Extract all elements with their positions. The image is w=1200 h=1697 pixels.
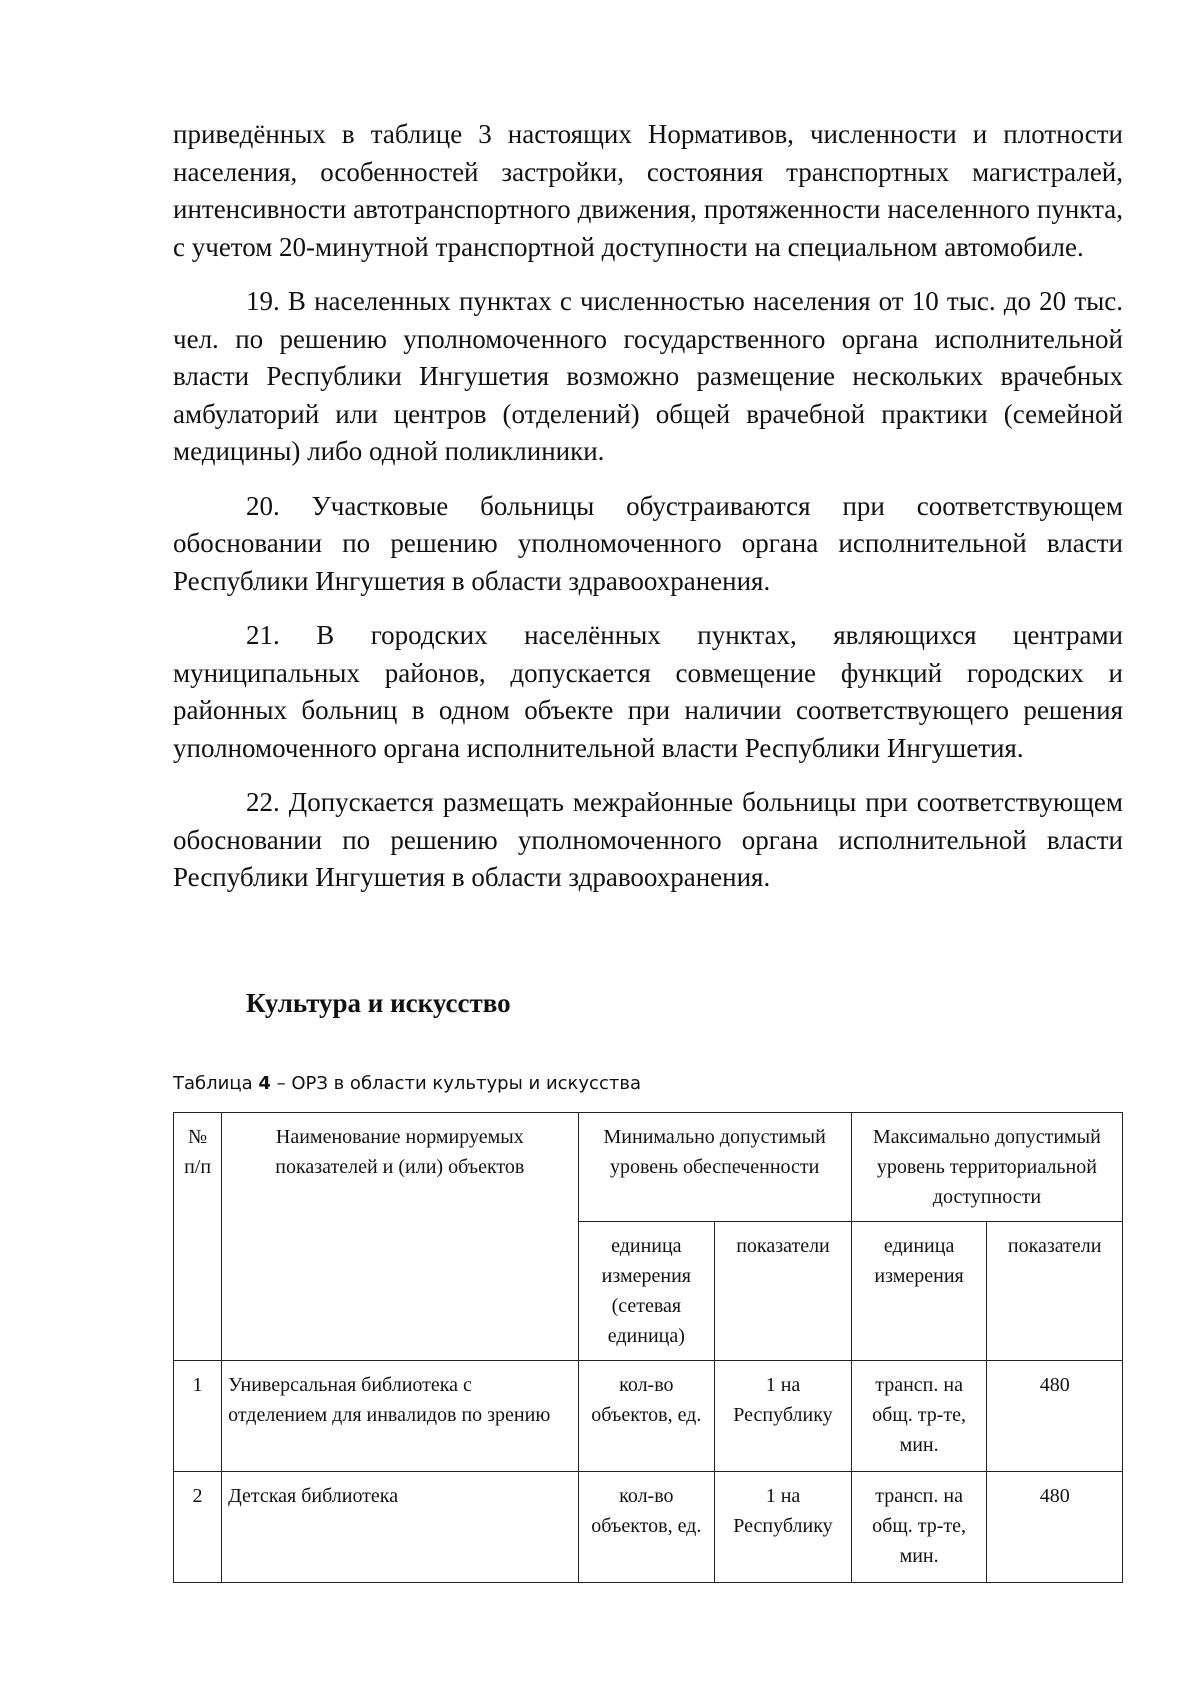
culture-standards-table	[173, 1112, 1123, 1583]
table-header-row	[174, 1113, 1123, 1222]
cell-num: 1	[174, 1361, 222, 1472]
cell-num: 2	[174, 1472, 222, 1583]
cell-min-unit: кол-во объектов, ед.	[578, 1361, 715, 1472]
paragraph-continuation: приведённых в таблице 3 настоящих Нормативов, численности и плотности населения, особенностей застройки, состояния транспортных магистралей, интенсивности автотранспортного движения, протяженности населенного пункта, с учетом 20-минутной транспортной доступности на специальном автомобиле.	[173, 119, 1123, 262]
section-heading: Культура и искусство	[246, 988, 511, 1018]
cell-name: Детская библиотека	[222, 1472, 578, 1583]
cell-name: Универсальная библиотека с отделением для инвалидов по зрению	[222, 1361, 578, 1472]
header-min-value: показатели	[715, 1222, 852, 1361]
header-max-value: показатели	[987, 1222, 1123, 1361]
cell-max-unit: трансп. на общ. тр-те, мин.	[851, 1472, 987, 1583]
cell-min-value: 1 на Республику	[715, 1472, 852, 1583]
header-num: № п/п	[174, 1113, 222, 1361]
cell-max-value: 480	[987, 1472, 1123, 1583]
header-min-level: Минимально допустимый уровень обеспеченности	[578, 1113, 851, 1222]
table-caption-prefix: Таблица	[173, 1073, 259, 1094]
table-caption	[173, 1073, 641, 1095]
cell-min-unit: кол-во объектов, ед.	[578, 1472, 715, 1583]
header-max-unit: единица измерения	[851, 1222, 987, 1361]
table-row	[174, 1472, 1123, 1583]
paragraph-19: 19. В населенных пунктах с численностью населения от 10 тыс. до 20 тыс. чел. по решению уполномоченного государственного органа исполнительной власти Республики Ингушетия возможно размещение нескольких врачебных амбулаторий или центров (отделений) общей врачебной практики (семейной медицины) либо одной поликлиники.	[173, 286, 1123, 466]
paragraph-20: 20. Участковые больницы обустраиваются при соответствующем обосновании по решению уполномоченного органа исполнительной власти Республики Ингушетия в области здравоохранения.	[173, 490, 1123, 596]
header-min-unit: единица измерения (сетевая единица)	[578, 1222, 715, 1361]
cell-max-value: 480	[987, 1361, 1123, 1472]
table-row	[174, 1361, 1123, 1472]
paragraph-21: 21. В городских населённых пунктах, являющихся центрами муниципальных районов, допускается совмещение функций городских и районных больниц в одном объекте при наличии соответствующего решения уполномоченного органа исполнительной власти Республики Ингушетия.	[173, 620, 1123, 763]
body-text	[173, 116, 1123, 914]
table-caption-suffix: – ОРЗ в области культуры и искусства	[270, 1073, 641, 1094]
paragraph-22: 22. Допускается размещать межрайонные больницы при соответствующем обосновании по решению уполномоченного органа исполнительной власти Республики Ингушетия в области здравоохранения.	[173, 787, 1123, 892]
table-caption-number: 4	[258, 1073, 271, 1094]
header-name: Наименование нормируемых показателей и (или) объектов	[222, 1113, 578, 1361]
cell-max-unit: трансп. на общ. тр-те, мин.	[851, 1361, 987, 1472]
header-max-accessibility: Максимально допустимый уровень территориальной доступности	[851, 1113, 1122, 1222]
cell-min-value: 1 на Республику	[715, 1361, 852, 1472]
